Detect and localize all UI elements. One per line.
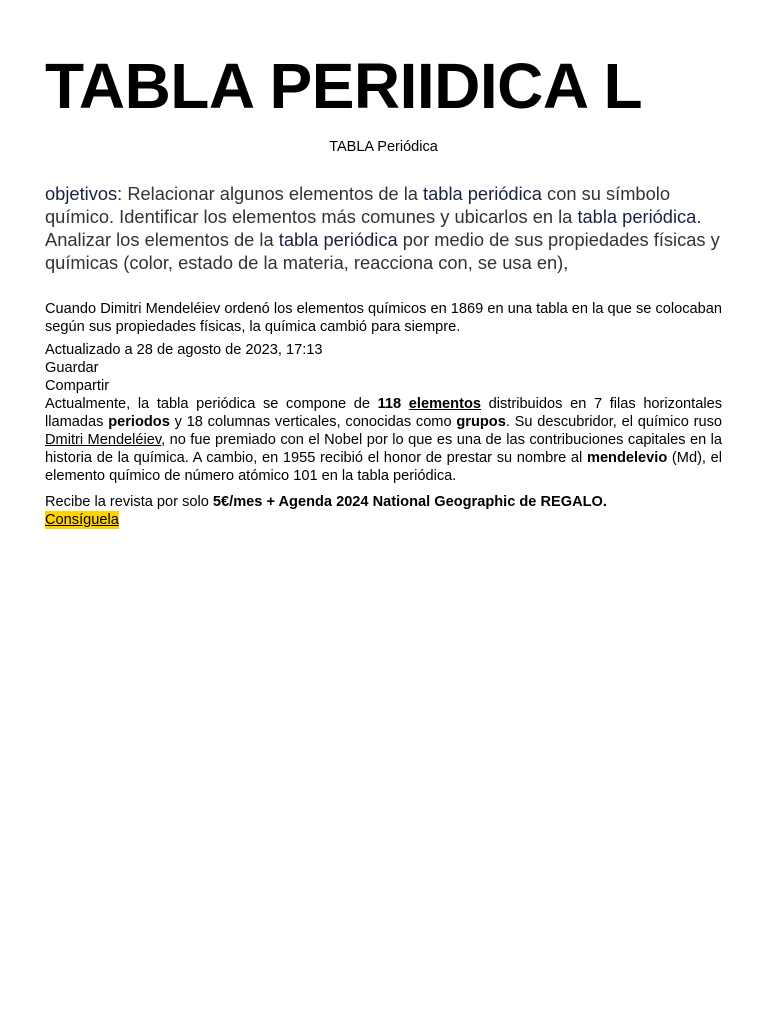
objectives-text-1: : Relacionar algunos elementos de la: [117, 183, 424, 204]
promo-bold-offer: 5€/mes + Agenda 2024 National Geographic de REGALO.: [212, 494, 607, 510]
body-text-6: (Md), el elemento químico de número atómico 101 en la tabla periódica.: [45, 450, 723, 484]
article-updated-date: Actualizado a 28 de agosto de 2023, 17:13: [45, 342, 323, 358]
document-title: TABLA PERIIDICA L: [45, 50, 643, 122]
body-space: [401, 396, 409, 412]
elementos-link[interactable]: elementos: [408, 396, 481, 412]
term-tabla-periodica-1: tabla periódica: [423, 183, 542, 204]
term-objetivos: objetivos: [45, 183, 118, 204]
save-button[interactable]: Guardar: [45, 360, 99, 376]
document-subtitle: TABLA Periódica: [329, 139, 438, 155]
term-tabla-periodica-2: tabla periódica: [577, 206, 697, 227]
body-text-1: Actualmente, la tabla periódica se compone de: [45, 396, 378, 412]
mendeleiev-link[interactable]: Dmitri Mendeléiev: [45, 432, 162, 448]
cta-row: [45, 511, 722, 529]
body-bold-mendelevio: mendelevio: [586, 450, 668, 466]
objectives-text-4: por medio de sus propiedades físicas y químicas (color, estado de la materia, reacciona con, se usa en),: [45, 229, 720, 273]
promo-paragraph: [45, 493, 722, 511]
body-text-5: , no fue premiado con el Nobel por lo que es una de las contribuciones capitales en la historia de la química. A cambio, en 1955 recibió el honor de prestar su nombre al: [45, 432, 723, 466]
body-bold-periodos: periodos: [108, 414, 170, 430]
objectives-text-3: . Analizar los elementos de la: [45, 206, 702, 250]
body-bold-118: 118: [377, 396, 402, 412]
article-section: [45, 300, 722, 529]
term-tabla-periodica-3: tabla periódica: [278, 229, 398, 250]
body-text-4: . Su descubridor, el químico ruso: [505, 414, 722, 430]
promo-text: Recibe la revista por solo: [45, 494, 213, 510]
article-body: [45, 395, 722, 485]
consiguela-link[interactable]: Consíguela: [45, 512, 119, 528]
article-intro: Cuando Dimitri Mendeléiev ordenó los elementos químicos en 1869 en una tabla en la que se colocaban según sus propiedades físicas, la química cambió para siempre.: [45, 301, 722, 335]
share-button[interactable]: Compartir: [45, 378, 110, 394]
body-text-2: distribuidos en 7 filas horizontales llamadas: [45, 396, 723, 430]
body-bold-grupos: grupos: [456, 414, 506, 430]
body-text-3: y 18 columnas verticales, conocidas como: [169, 414, 457, 430]
objectives-paragraph: [45, 182, 722, 274]
objectives-text-2: con su símbolo químico. Identificar los elementos más comunes y ubicarlos en la: [45, 183, 670, 227]
